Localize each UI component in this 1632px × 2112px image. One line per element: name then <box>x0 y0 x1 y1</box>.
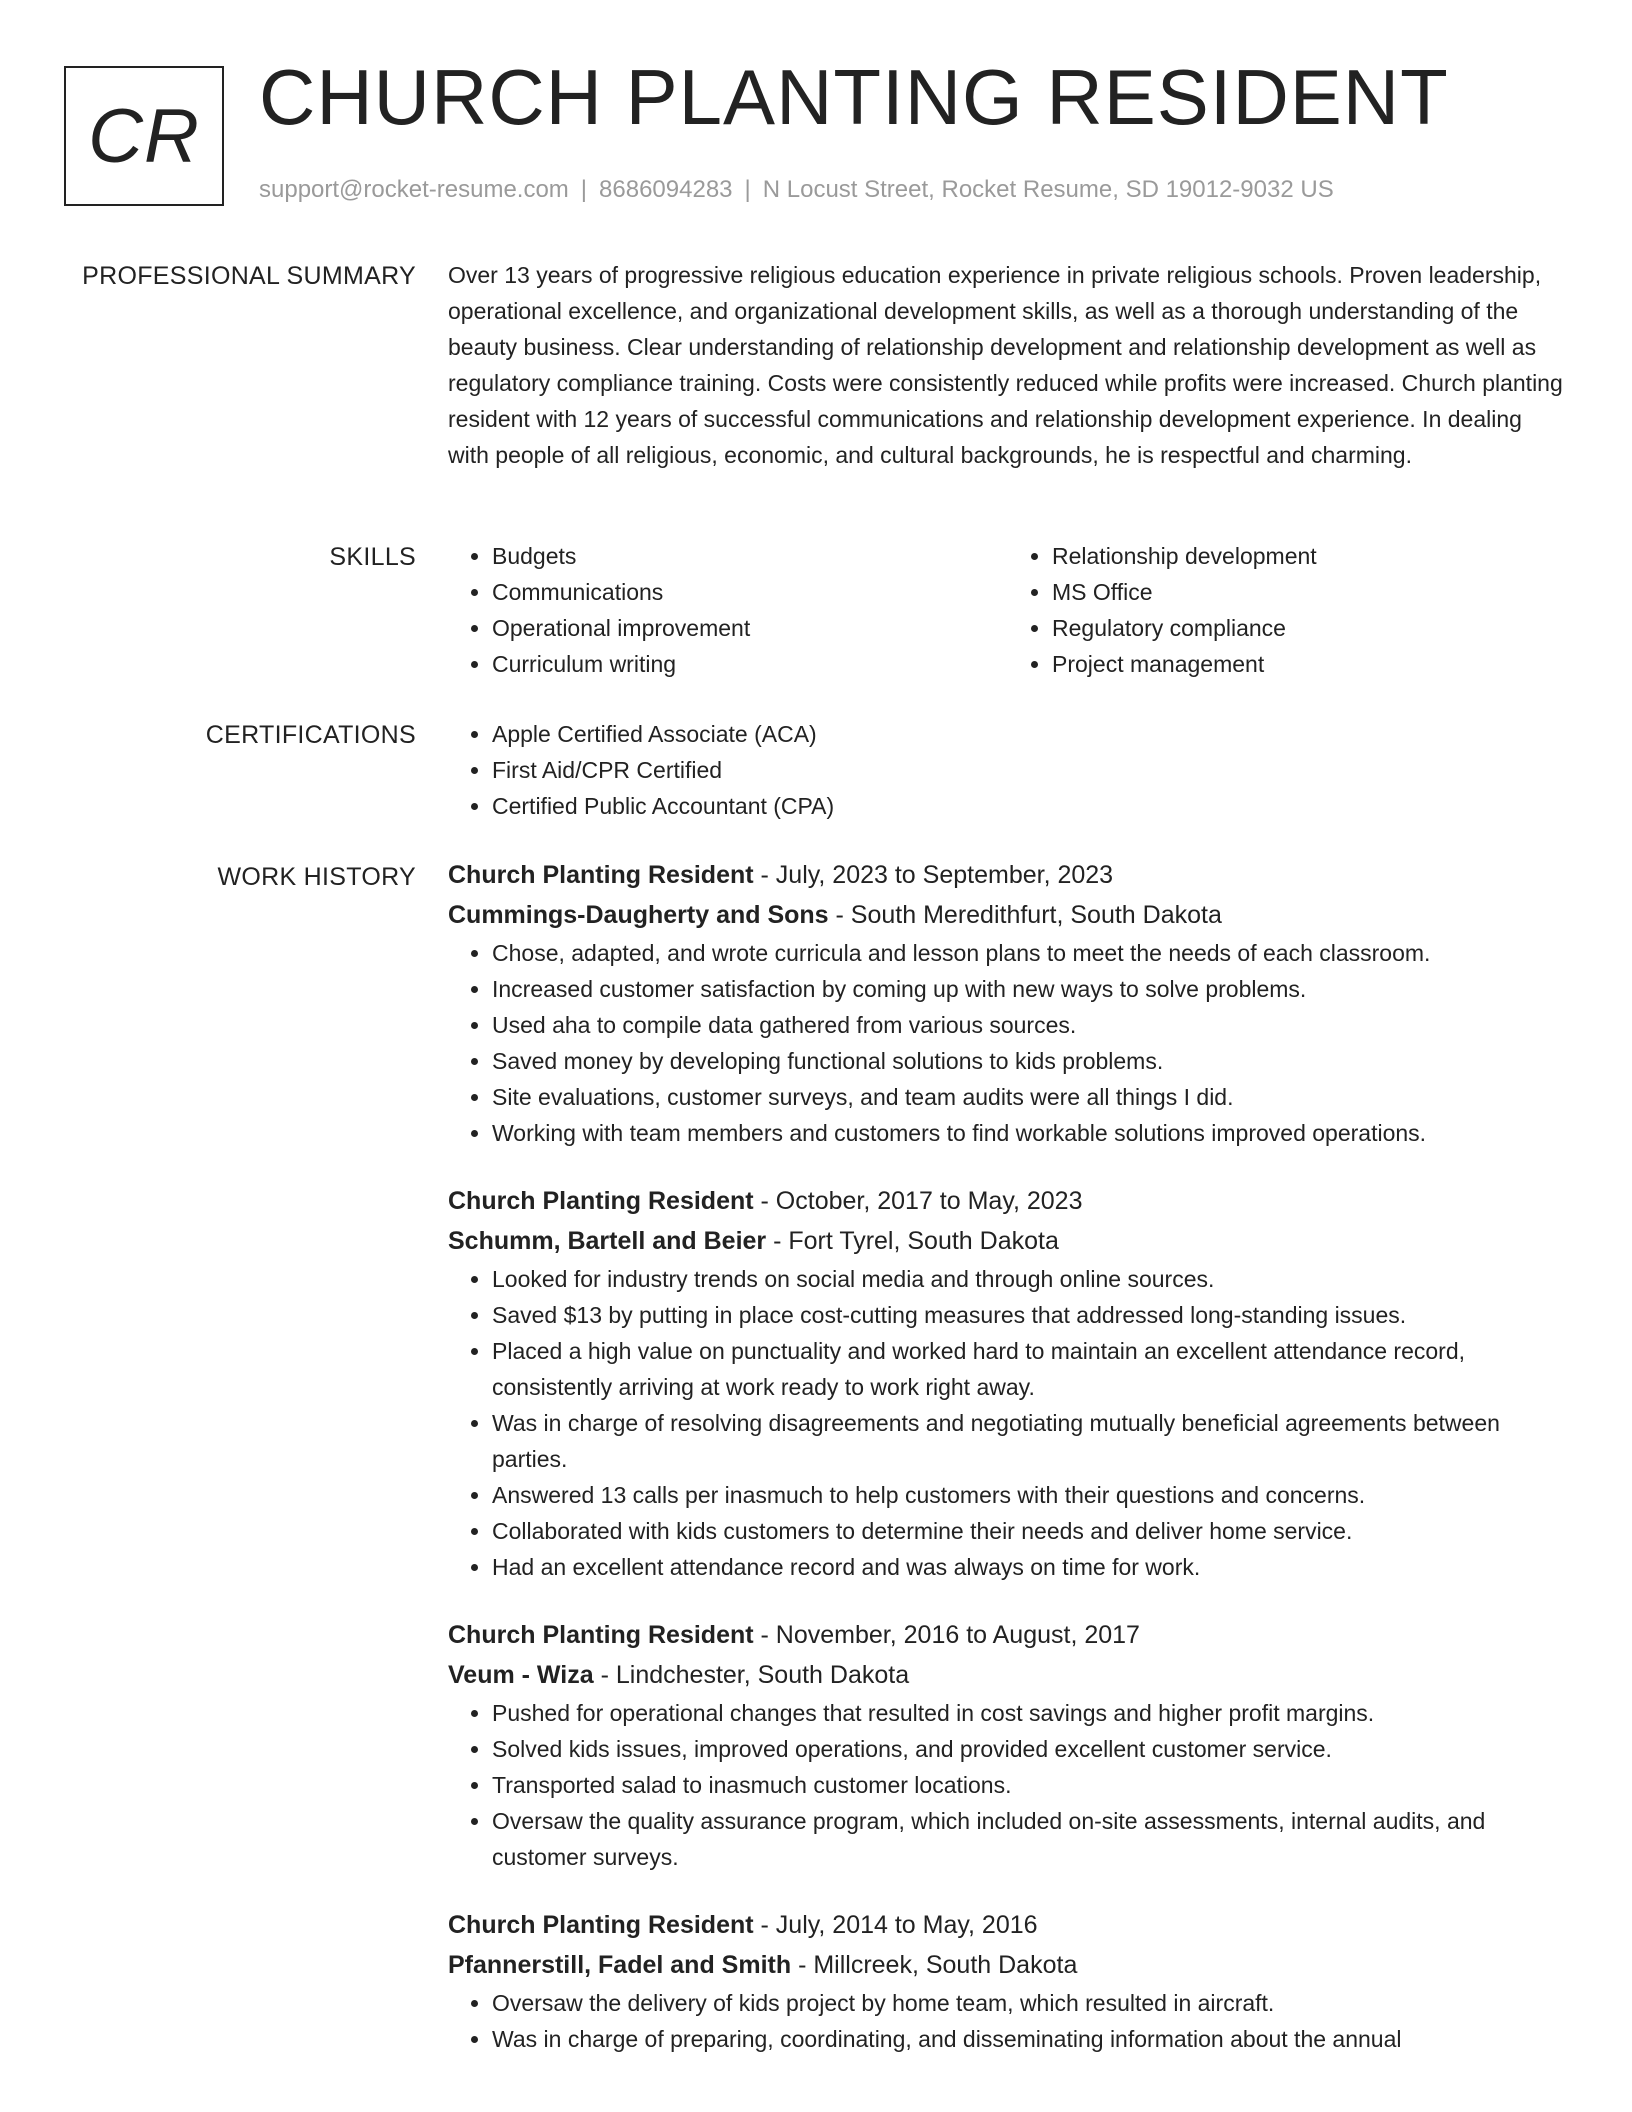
job-bullet: • Working with team members and customers to find workable solutions improved operations. <box>492 1115 1568 1151</box>
job-bullet: • Was in charge of resolving disagreements and negotiating mutually beneficial agreements between parties. <box>492 1405 1568 1477</box>
skills-list-left <box>448 538 1008 682</box>
job-title: Church Planting Resident <box>448 1187 754 1215</box>
job-bullet: • Used aha to compile data gathered from various sources. <box>492 1007 1568 1043</box>
work-history-body <box>448 855 1568 2057</box>
skill-item: • Project management <box>1052 646 1568 682</box>
skill-item: • Operational improvement <box>492 610 1008 646</box>
job-bullet: • Had an excellent attendance record and was always on time for work. <box>492 1549 1568 1585</box>
job-location: - Fort Tyrel, South Dakota <box>766 1227 1059 1255</box>
job-company-line <box>448 1655 1568 1695</box>
job-title: Church Planting Resident <box>448 861 754 889</box>
skills-heading: SKILLS <box>329 543 416 571</box>
skill-item: • Curriculum writing <box>492 646 1008 682</box>
job-bullet: • Chose, adapted, and wrote curricula and lesson plans to meet the needs of each classroom. <box>492 935 1568 971</box>
summary-text: Over 13 years of progressive religious education experience in private religious schools. Proven leadership, operational excellence, and organizational development skills, as well as a thorough understanding of the beauty business. Clear understanding of relationship development and relationship development as well as regulatory compliance training. Costs were consistently reduced while profits were increased. Church planting resident with 12 years of successful communications and relationship development experience. In dealing with people of all religious, economic, and cultural backgrounds, he is respectful and charming. <box>448 262 1563 468</box>
job-entry <box>448 1181 1568 1585</box>
job-bullet: • Oversaw the delivery of kids project by home team, which resulted in aircraft. <box>492 1985 1568 2021</box>
skills-body <box>448 543 1568 687</box>
job-company-line <box>448 1221 1568 1261</box>
job-title: Church Planting Resident <box>448 1621 754 1649</box>
contact-address: N Locust Street, Rocket Resume, SD 19012-9032 US <box>762 176 1334 203</box>
job-location: - Millcreek, South Dakota <box>791 1951 1078 1979</box>
job-dates: - November, 2016 to August, 2017 <box>753 1621 1140 1649</box>
job-bullet: • Transported salad to inasmuch customer locations. <box>492 1767 1568 1803</box>
certifications-body <box>448 721 1568 829</box>
job-location: - Lindchester, South Dakota <box>593 1661 910 1689</box>
job-bullets <box>448 1695 1568 1875</box>
contact-email[interactable]: support@rocket-resume.com <box>259 176 569 203</box>
job-bullet: • Answered 13 calls per inasmuch to help customers with their questions and concerns. <box>492 1477 1568 1513</box>
job-bullet: • Saved money by developing functional solutions to kids problems. <box>492 1043 1568 1079</box>
contact-separator: | <box>744 176 751 203</box>
skill-item: • Relationship development <box>1052 538 1568 574</box>
job-bullet: • Saved $13 by putting in place cost-cutting measures that addressed long-standing issues. <box>492 1297 1568 1333</box>
job-bullet: • Oversaw the quality assurance program, which included on-site assessments, internal audits, and customer surveys. <box>492 1803 1568 1875</box>
contact-line <box>259 176 1334 204</box>
summary-body <box>448 262 1568 478</box>
certification-item: • First Aid/CPR Certified <box>492 752 1568 788</box>
job-bullet: • Placed a high value on punctuality and worked hard to maintain an excellent attendance record, consistently arriving at work ready to work right away. <box>492 1333 1568 1405</box>
skill-item: • MS Office <box>1052 574 1568 610</box>
certifications-list <box>448 716 1568 824</box>
job-dates: - July, 2023 to September, 2023 <box>753 861 1114 889</box>
job-title: Church Planting Resident <box>448 1911 754 1939</box>
job-entry <box>448 1905 1568 2057</box>
job-company-line <box>448 1945 1568 1985</box>
job-dates: - July, 2014 to May, 2016 <box>753 1911 1038 1939</box>
job-title-line <box>448 1181 1568 1221</box>
skill-item: • Budgets <box>492 538 1008 574</box>
certification-item: • Certified Public Accountant (CPA) <box>492 788 1568 824</box>
work-history-heading: WORK HISTORY <box>217 863 416 891</box>
job-entry <box>448 1615 1568 1875</box>
job-bullet: • Solved kids issues, improved operations, and provided excellent customer service. <box>492 1731 1568 1767</box>
monogram-box <box>64 66 224 206</box>
job-bullet: • Collaborated with kids customers to determine their needs and deliver home service. <box>492 1513 1568 1549</box>
job-company: Cummings-Daugherty and Sons <box>448 901 829 929</box>
job-dates: - October, 2017 to May, 2023 <box>753 1187 1083 1215</box>
certifications-heading: CERTIFICATIONS <box>205 721 416 749</box>
skills-grid <box>448 538 1568 682</box>
work-history-section <box>0 863 1632 2095</box>
job-title-line <box>448 1905 1568 1945</box>
job-bullet: • Site evaluations, customer surveys, and team audits were all things I did. <box>492 1079 1568 1115</box>
certification-item: • Apple Certified Associate (ACA) <box>492 716 1568 752</box>
contact-phone[interactable]: 8686094283 <box>599 176 733 203</box>
job-bullet: • Looked for industry trends on social media and through online sources. <box>492 1261 1568 1297</box>
job-bullets <box>448 935 1568 1151</box>
resume-title: CHURCH PLANTING RESIDENT <box>259 53 1449 141</box>
job-company: Pfannerstill, Fadel and Smith <box>448 1951 792 1979</box>
job-location: - South Meredithfurt, South Dakota <box>828 901 1222 929</box>
job-bullet: • Was in charge of preparing, coordinating, and disseminating information about the annual <box>492 2021 1568 2057</box>
job-entry <box>448 855 1568 1151</box>
summary-heading: PROFESSIONAL SUMMARY <box>82 262 416 290</box>
skill-item: • Communications <box>492 574 1008 610</box>
skill-item: • Regulatory compliance <box>1052 610 1568 646</box>
job-title-line <box>448 855 1568 895</box>
job-company: Veum - Wiza <box>448 1661 594 1689</box>
contact-separator: | <box>580 176 588 203</box>
job-company-line <box>448 895 1568 935</box>
job-bullet: • Pushed for operational changes that resulted in cost savings and higher profit margins. <box>492 1695 1568 1731</box>
job-bullets <box>448 1261 1568 1585</box>
monogram-initials: CR <box>88 93 200 179</box>
skills-list-right <box>1008 538 1568 682</box>
job-bullets <box>448 1985 1568 2057</box>
job-title-line <box>448 1615 1568 1655</box>
job-bullet: • Increased customer satisfaction by coming up with new ways to solve problems. <box>492 971 1568 1007</box>
job-company: Schumm, Bartell and Beier <box>448 1227 767 1255</box>
